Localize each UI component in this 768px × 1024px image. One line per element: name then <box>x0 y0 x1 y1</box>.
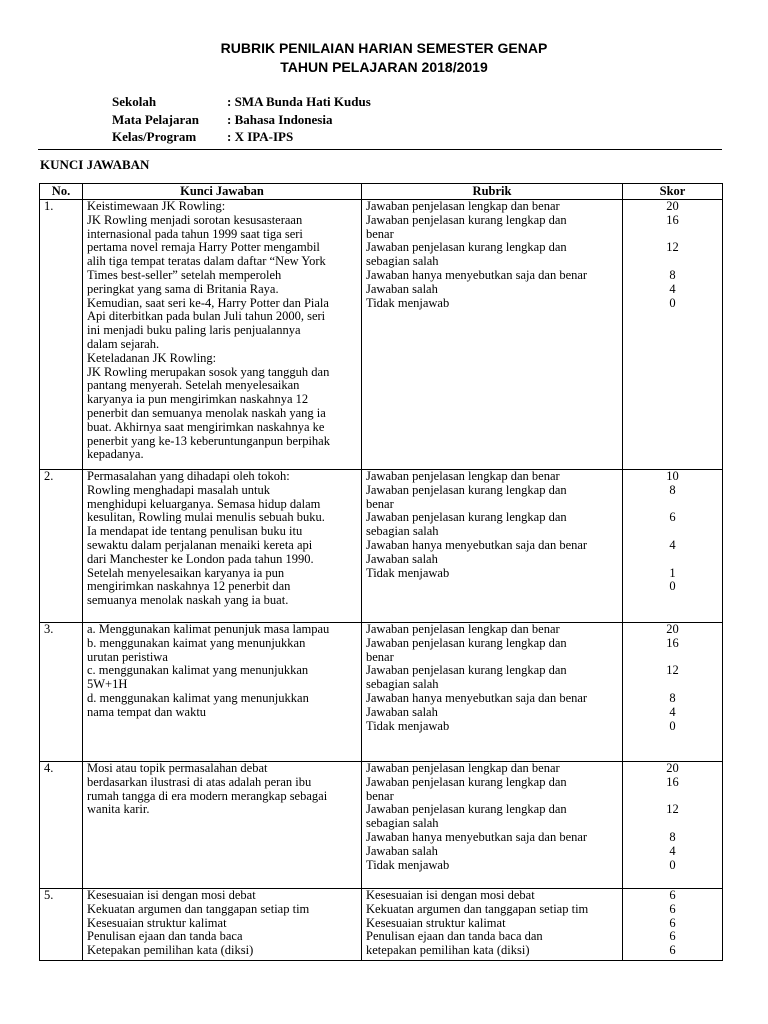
kunci-line: Kesesuaian struktur kalimat <box>87 915 227 930</box>
skor-value: 6 <box>669 929 676 944</box>
rubrik-line: benar <box>366 788 394 803</box>
kunci-line: nama tempat dan waktu <box>87 704 207 719</box>
table-row <box>40 889 723 961</box>
kunci-line: Times best-seller” setelah memperoleh <box>87 267 282 282</box>
rubrik-line: Tidak menjawab <box>366 718 450 733</box>
kunci-line: b. menggunakan kaimat yang menunjukkan <box>87 635 306 650</box>
rubrik-line: Jawaban hanya menyebutkan saja dan benar <box>366 690 588 705</box>
info-label: Kelas/Program <box>112 129 197 144</box>
header-skor: Skor <box>623 184 723 200</box>
rubrik-line: Jawaban hanya menyebutkan saja dan benar <box>366 829 588 844</box>
rubrik-cell <box>362 762 623 889</box>
kunci-line: ini menjadi buku paling laris penjualannya <box>87 323 301 338</box>
rubrik-line: sebagian salah <box>366 816 439 831</box>
header-kunci-jawaban: Kunci Jawaban <box>83 184 362 200</box>
skor-value: 4 <box>669 704 676 719</box>
rubrik-line: Tidak menjawab <box>366 565 450 580</box>
rubrik-line: Kekuatan argumen dan tanggapan setiap tim <box>366 901 589 916</box>
skor-value: 4 <box>669 843 676 858</box>
table-header-row <box>40 184 723 200</box>
kunci-line: Api diterbitkan pada bulan Juli tahun 2000, seri <box>87 309 326 324</box>
skor-value: 12 <box>666 663 679 678</box>
rubrik-line: Jawaban penjelasan lengkap dan benar <box>366 761 560 775</box>
rubrik-line: Tidak menjawab <box>366 857 450 872</box>
skor-value: 0 <box>669 857 676 872</box>
kunci-line: penerbit dan semuanya menolak naskah yang ia <box>87 405 326 420</box>
kunci-line: a. Menggunakan kalimat penunjuk masa lampau <box>87 622 330 636</box>
info-row-kelas-program <box>112 128 371 146</box>
rubrik-line: Jawaban hanya menyebutkan saja dan benar <box>366 267 588 282</box>
rubrik-line: Jawaban penjelasan kurang lengkap dan <box>366 802 567 817</box>
document-title-line1: RUBRIK PENILAIAN HARIAN SEMESTER GENAP <box>220 40 548 56</box>
rubrik-line: Jawaban salah <box>366 704 438 719</box>
rubrik-line: Jawaban hanya menyebutkan saja dan benar <box>366 537 588 552</box>
rubrik-line: Jawaban penjelasan kurang lengkap dan <box>366 635 567 650</box>
answer-key-table <box>39 183 723 961</box>
skor-value: 6 <box>669 510 676 525</box>
skor-value: 20 <box>666 622 679 636</box>
kunci-line: Setelah menyelesaikan karyanya ia pun <box>87 565 285 580</box>
rubrik-cell <box>362 470 623 623</box>
info-label: Mata Pelajaran <box>112 111 200 127</box>
kunci-line: pantang menyerah. Setelah menyelesaikan <box>87 378 300 393</box>
kunci-line: d. menggunakan kalimat yang menunjukkan <box>87 690 309 705</box>
info-row-sekolah <box>112 93 371 111</box>
horizontal-rule <box>38 149 722 150</box>
row-number: 4. <box>40 762 83 889</box>
kunci-line: Kekuatan argumen dan tanggapan setiap tim <box>87 901 310 916</box>
kunci-line: semuanya menolak naskah yang ia buat. <box>87 593 289 608</box>
rubrik-line: sebagian salah <box>366 524 439 539</box>
kunci-line: Rowling menghadapi masalah untuk <box>87 482 270 497</box>
rubrik-line: sebagian salah <box>366 677 439 692</box>
table-body <box>40 200 723 961</box>
kunci-line: alih tiga tempat teratas dalam daftar “New York <box>87 254 326 269</box>
skor-value <box>627 228 718 242</box>
skor-value <box>627 790 718 804</box>
skor-value <box>627 525 718 539</box>
info-value: : X IPA-IPS <box>227 129 294 144</box>
rubrik-line: Jawaban penjelasan kurang lengkap dan <box>366 663 567 678</box>
table-row <box>40 470 723 623</box>
skor-cell <box>623 623 723 762</box>
rubrik-line: ketepakan pemilihan kata (diksi) <box>366 943 530 958</box>
kunci-line: c. menggunakan kalimat yang menunjukkan <box>87 663 309 678</box>
rubrik-line: Jawaban penjelasan kurang lengkap dan <box>366 482 567 497</box>
rubrik-line: benar <box>366 649 394 664</box>
skor-value <box>627 651 718 665</box>
table-row <box>40 200 723 470</box>
kunci-line: JK Rowling merupakan sosok yang tangguh dan <box>87 364 330 379</box>
kunci-line: dari Manchester ke London pada tahun 1990. <box>87 551 314 566</box>
row-number: 3. <box>40 623 83 762</box>
kunci-line: dalam sejarah. <box>87 336 160 351</box>
kunci-line: Kemudian, saat seri ke-4, Harry Potter dan Piala <box>87 295 329 310</box>
skor-cell <box>623 470 723 623</box>
info-label: Sekolah <box>112 94 157 109</box>
kunci-jawaban-cell <box>83 762 362 889</box>
skor-cell <box>623 762 723 889</box>
skor-value: 6 <box>669 943 676 958</box>
rubrik-line: Jawaban penjelasan kurang lengkap dan <box>366 510 567 525</box>
kunci-line: Kesesuaian isi dengan mosi debat <box>87 888 256 902</box>
rubrik-line: Jawaban salah <box>366 551 438 566</box>
kunci-line: Keistimewaan JK Rowling: <box>87 199 226 213</box>
rubrik-line: Penulisan ejaan dan tanda baca dan <box>366 929 543 944</box>
kunci-line: Permasalahan yang dihadapi oleh tokoh: <box>87 469 290 483</box>
row-number: 2. <box>40 470 83 623</box>
rubrik-cell <box>362 889 623 961</box>
rubrik-line: Jawaban penjelasan lengkap dan benar <box>366 622 560 636</box>
skor-value: 1 <box>669 565 676 580</box>
skor-cell <box>623 889 723 961</box>
rubrik-line: Jawaban penjelasan kurang lengkap dan <box>366 240 567 255</box>
rubrik-line: Jawaban penjelasan lengkap dan benar <box>366 199 560 213</box>
row-number: 5. <box>40 889 83 961</box>
skor-value: 8 <box>669 482 676 497</box>
rubrik-line: Tidak menjawab <box>366 295 450 310</box>
skor-value: 8 <box>669 690 676 705</box>
skor-value: 6 <box>669 915 676 930</box>
skor-value: 20 <box>666 761 679 775</box>
kunci-jawaban-cell <box>83 200 362 470</box>
skor-value <box>627 817 718 831</box>
kunci-line: internasional pada tahun 1999 saat tiga seri <box>87 226 303 241</box>
rubrik-line: benar <box>366 496 394 511</box>
skor-value: 12 <box>666 802 679 817</box>
skor-value: 4 <box>669 281 676 296</box>
info-value: : Bahasa Indonesia <box>227 111 333 127</box>
kunci-line: Mosi atau topik permasalahan debat <box>87 761 268 775</box>
skor-value: 8 <box>669 267 676 282</box>
kunci-line: karyanya ia pun mengirimkan naskahnya 12 <box>87 392 309 407</box>
kunci-line: kesulitan, Rowling mulai menulis sebuah buku. <box>87 510 325 525</box>
skor-value: 12 <box>666 240 679 255</box>
kunci-line: Ketepakan pemilihan kata (diksi) <box>87 943 254 958</box>
school-info <box>112 93 371 146</box>
skor-value: 10 <box>666 469 679 483</box>
rubrik-cell <box>362 623 623 762</box>
kunci-line: sewaktu dalam perjalanan menaiki kereta api <box>87 537 313 552</box>
kunci-line: urutan peristiwa <box>87 649 168 664</box>
rubrik-line: Kesesuaian struktur kalimat <box>366 915 506 930</box>
kunci-line: kepadanya. <box>87 447 144 462</box>
kunci-line: Penulisan ejaan dan tanda baca <box>87 929 243 944</box>
rubrik-line: sebagian salah <box>366 254 439 269</box>
row-number: 1. <box>40 200 83 470</box>
rubrik-line: Kesesuaian isi dengan mosi debat <box>366 888 535 902</box>
kunci-line: JK Rowling menjadi sorotan kesusasteraan <box>87 212 303 227</box>
kunci-line: Ia mendapat ide tentang penulisan buku itu <box>87 524 303 539</box>
rubrik-line: Jawaban penjelasan kurang lengkap dan <box>366 774 567 789</box>
skor-value: 16 <box>666 774 679 789</box>
skor-value: 16 <box>666 635 679 650</box>
kunci-line: pertama novel remaja Harry Potter mengambil <box>87 240 320 255</box>
kunci-line: penerbit yang ke-13 keberuntunganpun berpihak <box>87 433 330 448</box>
header-rubrik: Rubrik <box>362 184 623 200</box>
info-row-mata-pelajaran <box>112 111 371 129</box>
skor-value <box>627 553 718 567</box>
kunci-jawaban-cell <box>83 623 362 762</box>
table-row <box>40 762 723 889</box>
skor-value: 6 <box>669 901 676 916</box>
skor-value: 6 <box>669 888 676 902</box>
info-value: : SMA Bunda Hati Kudus <box>227 94 371 109</box>
kunci-line: buat. Akhirnya saat mengirimkan naskahnya ke <box>87 419 325 434</box>
kunci-jawaban-cell <box>83 889 362 961</box>
skor-value: 0 <box>669 579 676 594</box>
skor-value: 0 <box>669 295 676 310</box>
skor-value <box>627 255 718 269</box>
kunci-line: Keteladanan JK Rowling: <box>87 350 217 365</box>
skor-value: 16 <box>666 212 679 227</box>
rubrik-line: benar <box>366 226 394 241</box>
kunci-line: wanita karir. <box>87 802 150 817</box>
skor-value <box>627 678 718 692</box>
kunci-line: 5W+1H <box>87 677 128 692</box>
rubrik-line: Jawaban salah <box>366 281 438 296</box>
rubrik-line: Jawaban penjelasan lengkap dan benar <box>366 469 560 483</box>
kunci-line: rumah tangga di era modern merangkap sebagai <box>87 788 328 803</box>
kunci-line: menghidupi keluarganya. Semasa hidup dalam <box>87 496 321 511</box>
skor-value: 20 <box>666 199 679 213</box>
kunci-line: mengirimkan naskahnya 12 penerbit dan <box>87 579 291 594</box>
table-row <box>40 623 723 762</box>
rubrik-line: Jawaban salah <box>366 843 438 858</box>
rubrik-line: Jawaban penjelasan kurang lengkap dan <box>366 212 567 227</box>
rubrik-cell <box>362 200 623 470</box>
document-title-line2: TAHUN PELAJARAN 2018/2019 <box>280 59 488 75</box>
skor-value <box>627 498 718 512</box>
kunci-line: berdasarkan ilustrasi di atas adalah peran ibu <box>87 774 312 789</box>
skor-value: 8 <box>669 829 676 844</box>
skor-cell <box>623 200 723 470</box>
kunci-line: peringkat yang sama di Britania Raya. <box>87 281 279 296</box>
kunci-jawaban-cell <box>83 470 362 623</box>
header-no: No. <box>40 184 83 200</box>
skor-value: 0 <box>669 718 676 733</box>
skor-value: 4 <box>669 537 676 552</box>
section-title: KUNCI JAWABAN <box>40 157 150 172</box>
